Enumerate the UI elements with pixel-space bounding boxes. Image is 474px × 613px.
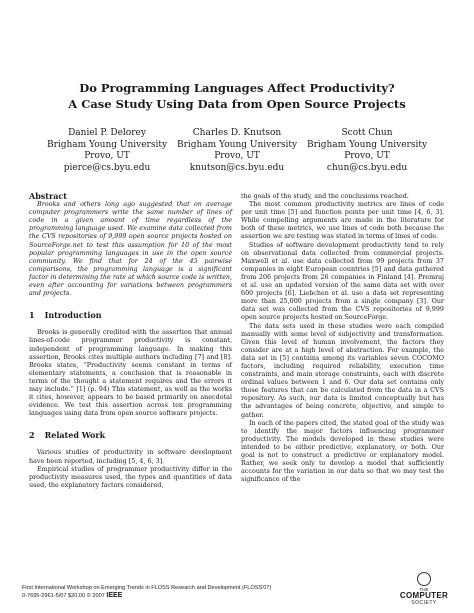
- related-work-paragraph-2: Empirical studies of programmer productivity differ in the productivity measures used, the types and quantities of data used, the explanatory factors considered,: [29, 464, 232, 489]
- right-paragraph-4: The data sets used in these studies were each compiled manually with some level of subjectivity and transformation. Given this level of human involvement, the factors they consider are at a high level of abstraction. For example, the data set in [5] contains among its variables seven COCOMO factors, including required reliability, execution time constraints, and main storage constraints, each with discrete ordinal values between 1 and 6. Our data set contains only those features that can be calculated from the data in a CVS repository. As such, our data is limited conceptually but has the advantages of being concrete, objective, and simple to gather.: [241, 321, 444, 419]
- right-paragraph-2: The most common productivity metrics are lines of code per unit time [5] and function points per unit time [4, 6, 3]. While compelling arguments are made in the literature for both of these metrics, we use lines of code both because the assertion we are testing was stated in terms of lines of code.: [241, 200, 444, 241]
- logo-line-1: THE: [419, 587, 429, 592]
- author-affiliation: Brigham Young University: [306, 139, 428, 150]
- author-name: Daniel P. Delorey: [68, 128, 146, 138]
- computer-society-globe-icon: [417, 572, 431, 586]
- footer-conference: First International Workshop on Emerging Trends in FLOSS Research and Development (FLOSS'07): [22, 585, 272, 591]
- page-footer: [22, 584, 271, 600]
- section-heading-introduction: [29, 311, 232, 319]
- right-paragraph-5: In each of the papers cited, the stated goal of the study was to identify the major factors influencing programmer productivity. The models developed in these studies were intended to be either predictive, explanatory, or both. Our goal is not to construct a predictive or explanatory model. Rather, we seek only to develop a model that sufficiently accounts for the variation in our data so that we may test the significance of the: [241, 418, 444, 484]
- abstract-text: Brooks and others long ago suggested that on average computer programmers write the same number of lines of code in a given amount of time regardless of the programming language used. We examine data collected from the CVS repositories of 9,999 open source projects hosted on SourceForge.net to test this assumption for 10 of the most popular programming languages in use in the open source community. We find that for 24 of the 45 pairwise comparisons, the programming language is a significant factor in determining the rate at which source code is written, even after accounting for variations between programmers and projects.: [29, 200, 232, 298]
- author-block-2: [172, 128, 302, 174]
- section-title: Introduction: [44, 310, 102, 321]
- title-line-1: Do Programming Languages Affect Productivity?: [79, 81, 395, 95]
- logo-line-3: SOCIETY: [411, 600, 437, 606]
- section-number: 1: [29, 310, 35, 321]
- author-block-3: [302, 128, 432, 174]
- right-paragraph-3: Studies of software development productivity tend to rely on observational data collected from commercial projects. Maxwell et al. use data collected from 99 projects from 37 companies in eight European countries [5] and data gathered from 206 projects from 26 companies in Finland [4]. Premraj et al. use an updated version of the same data set with over 600 projects [6]. Liebchen et al. use a data set representing more than 25,000 projects from a single company [3]. Our data set was collected from the CVS repositories of 9,999 open source projects hosted on SourceForge.: [241, 240, 444, 322]
- section-title: Related Work: [44, 430, 106, 441]
- author-affiliation: Brigham Young University: [176, 139, 298, 150]
- related-work-paragraph-1: Various studies of productivity in software development have been reported, including [5, 4, 6, 3].: [29, 448, 232, 465]
- right-column: [241, 192, 444, 483]
- author-affiliation: Brigham Young University: [46, 139, 168, 150]
- author-block-1: [42, 128, 172, 174]
- author-location: Provo, UT: [344, 151, 390, 161]
- left-column: [29, 192, 232, 489]
- author-location: Provo, UT: [214, 151, 260, 161]
- computer-society-logo: [396, 572, 452, 606]
- introduction-paragraph: Brooks is generally credited with the assertion that annual lines-of-code programmer productivity is constant, independent of programming language. In making this assertion, Brooks cites multiple authors including [7] and [8]. Brooks states, “Productivity seems constant in terms of elementary statements, a conclusion that is reasonable in terms of the thought a statement requires and the errors it may include.” [1] (p. 94) This statement, as well as the works it cites, however, appears to be based primarily on anecdotal evidence. We test this assertion across ten programming languages using data from open source software projects.: [29, 328, 232, 418]
- author-email[interactable]: knutson@cs.byu.edu: [189, 162, 285, 173]
- abstract-heading: Abstract: [29, 191, 67, 201]
- author-location: Provo, UT: [84, 151, 130, 161]
- right-paragraph-1: the goals of the study, and the conclusions reached.: [241, 192, 409, 200]
- author-email[interactable]: pierce@cs.byu.edu: [63, 162, 151, 173]
- footer-copyright-line: [22, 592, 271, 600]
- section-heading-related-work: [29, 431, 232, 439]
- footer-isbn: 0-7695-2961-5/07 $20.00 © 2007: [22, 593, 105, 599]
- author-name: Charles D. Knutson: [192, 128, 282, 138]
- section-number: 2: [29, 430, 35, 441]
- title-line-2: A Case Study Using Data from Open Source Projects: [68, 97, 406, 111]
- ieee-logo: IEEE: [106, 592, 123, 599]
- paper-title: [0, 80, 474, 112]
- author-email[interactable]: chun@cs.byu.edu: [326, 162, 408, 173]
- author-name: Scott Chun: [341, 128, 393, 138]
- logo-line-2: COMPUTER: [399, 591, 449, 600]
